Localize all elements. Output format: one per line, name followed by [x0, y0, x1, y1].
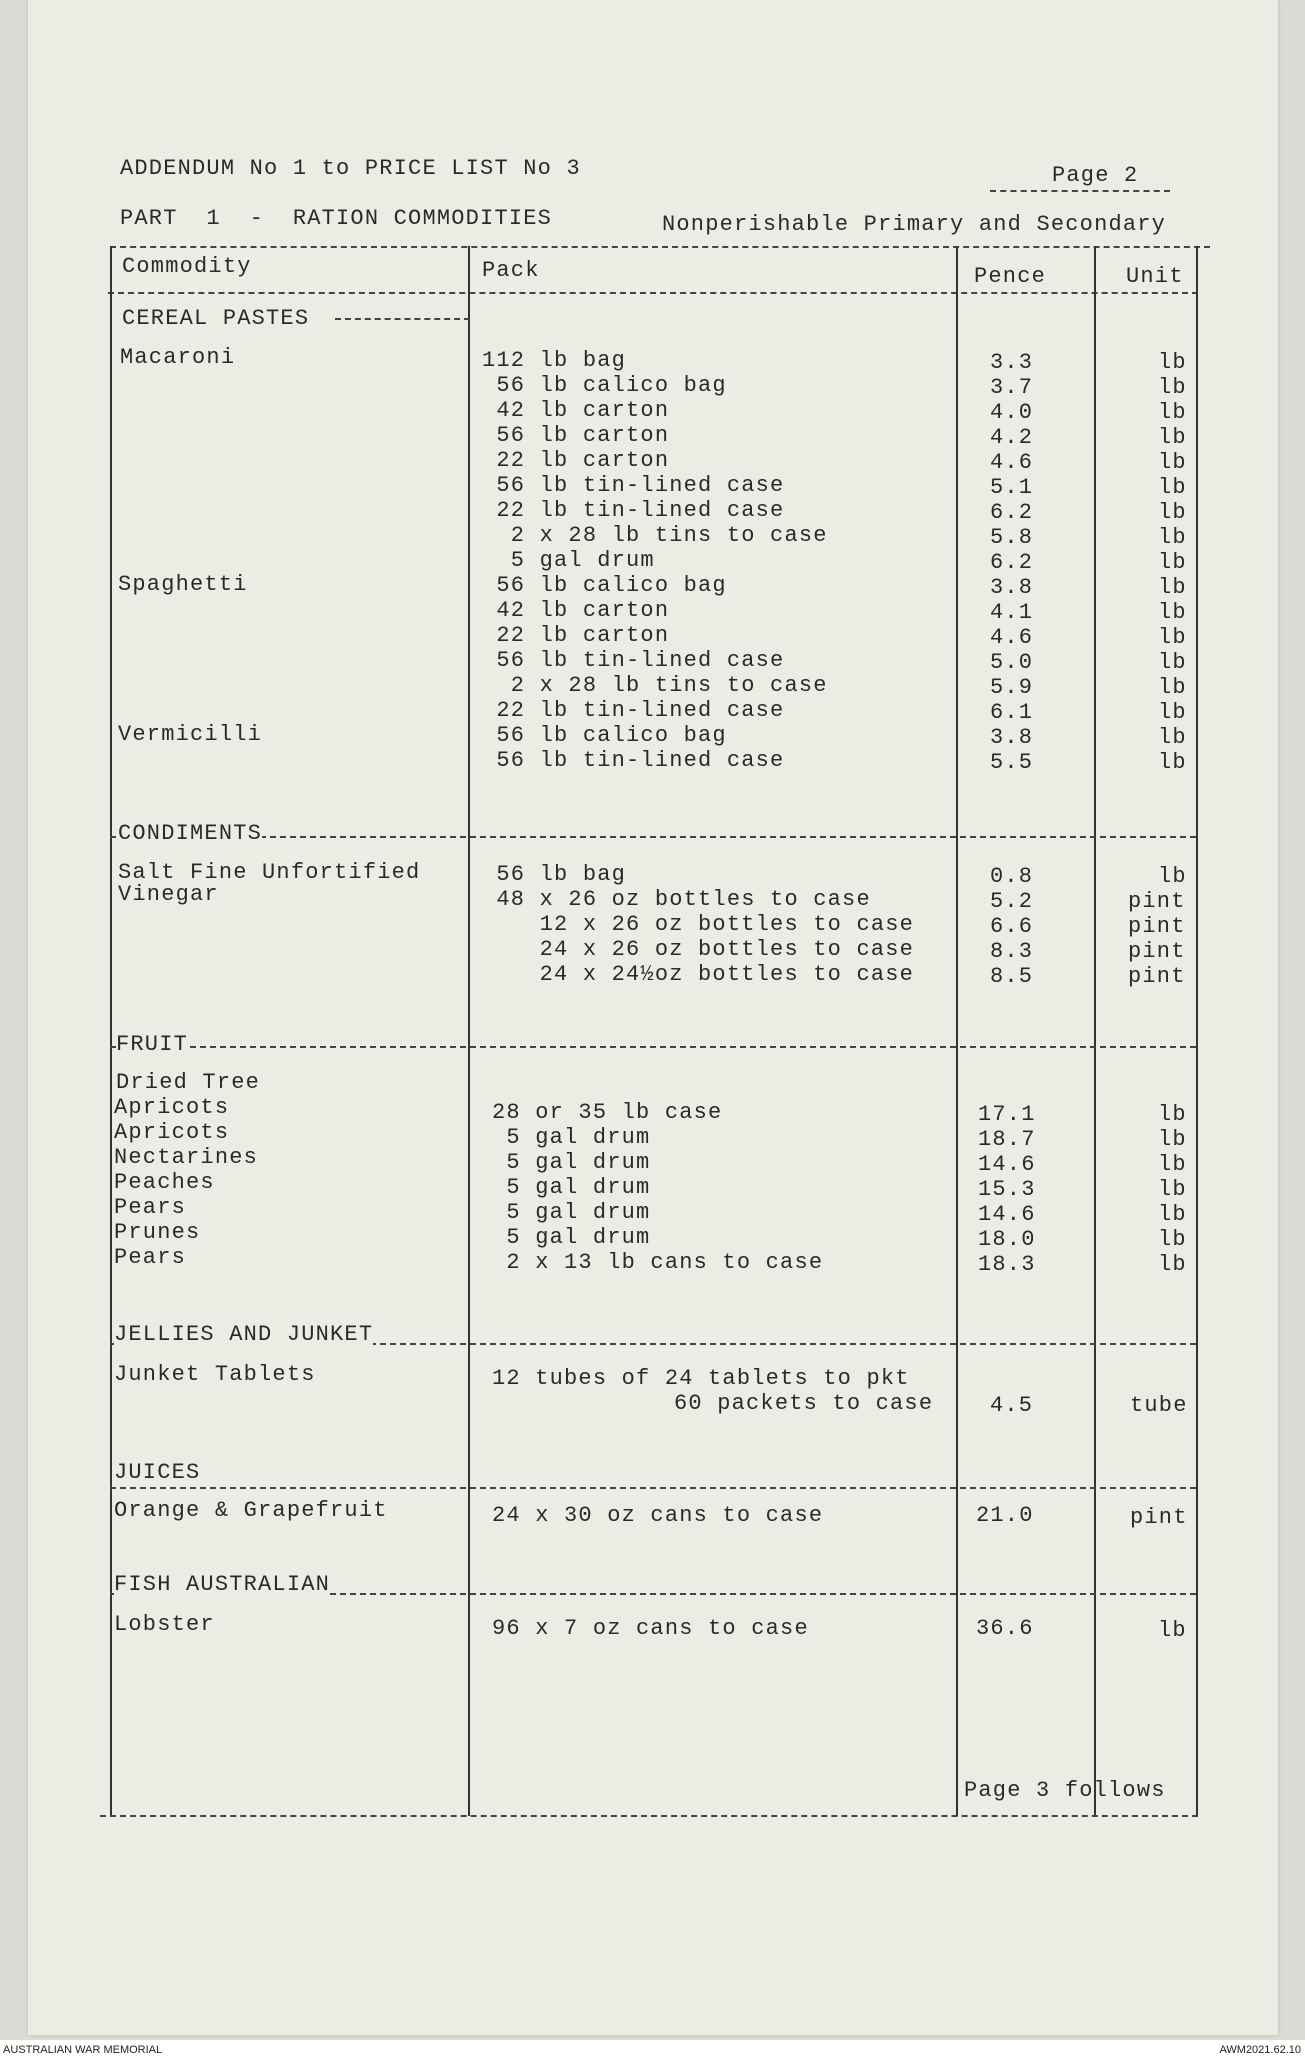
- pack-cell: 2 x 28 lb tins to case: [482, 673, 828, 698]
- table-left-border: [110, 246, 112, 1816]
- unit-cell: pint: [1130, 1505, 1188, 1530]
- unit-cell: lb: [1158, 725, 1187, 750]
- page-underline: [990, 190, 1170, 192]
- pack-cell: 96 x 7 oz cans to case: [492, 1616, 809, 1641]
- archive-reference: AWM2021.62.10: [1219, 2044, 1301, 2056]
- pence-cell: 17.1: [978, 1102, 1036, 1127]
- commodity-vermicilli: Vermicilli: [118, 722, 263, 747]
- pence-cell: 5.2: [990, 889, 1034, 914]
- unit-cell: lb: [1158, 650, 1187, 675]
- pence-cell: 4.6: [990, 625, 1034, 650]
- pence-cell: 8.3: [990, 939, 1034, 964]
- unit-cell: lb: [1158, 1102, 1187, 1127]
- pence-cell: 0.8: [990, 864, 1034, 889]
- unit-cell: lb: [1158, 600, 1187, 625]
- commodity-item: Pears: [114, 1195, 187, 1220]
- section-title-fish: FISH AUSTRALIAN: [114, 1572, 331, 1597]
- pence-cell: 6.2: [990, 500, 1034, 525]
- commodity-vinegar: Vinegar: [118, 882, 219, 907]
- pack-cell: 60 packets to case: [674, 1391, 934, 1416]
- commodity-item: Prunes: [114, 1220, 201, 1245]
- pack-cell: 56 lb calico bag: [482, 373, 727, 398]
- pence-cell: 8.5: [990, 964, 1034, 989]
- pack-cell: 2 x 28 lb tins to case: [482, 523, 828, 548]
- col-header-pack: Pack: [482, 258, 540, 283]
- pack-cell: 5 gal drum: [492, 1200, 651, 1225]
- pence-cell: 5.0: [990, 650, 1034, 675]
- pack-cell: 56 lb tin-lined case: [482, 748, 785, 773]
- pack-cell: 5 gal drum: [492, 1150, 651, 1175]
- pack-cell: 22 lb tin-lined case: [482, 698, 785, 723]
- pence-cell: 3.8: [990, 725, 1034, 750]
- unit-cell: lb: [1158, 525, 1187, 550]
- section-divider: [110, 1487, 1196, 1489]
- pack-cell: 42 lb carton: [482, 598, 670, 623]
- unit-cell: lb: [1158, 575, 1187, 600]
- pence-cell: 21.0: [976, 1503, 1034, 1528]
- table-right-border: [1196, 246, 1198, 1816]
- section-title-condiments: CONDIMENTS: [118, 821, 263, 846]
- header-bottom-border: [108, 292, 1198, 294]
- pence-cell: 4.2: [990, 425, 1034, 450]
- unit-cell: lb: [1158, 375, 1187, 400]
- unit-cell: pint: [1128, 964, 1186, 989]
- pence-cell: 18.7: [978, 1127, 1036, 1152]
- pack-cell: 24 x 24½oz bottles to case: [482, 962, 915, 987]
- pence-cell: 5.1: [990, 475, 1034, 500]
- unit-cell: lb: [1158, 1152, 1187, 1177]
- pack-cell: 56 lb bag: [482, 862, 627, 887]
- pence-cell: 5.5: [990, 750, 1034, 775]
- pence-cell: 4.5: [990, 1393, 1034, 1418]
- pence-cell: 6.6: [990, 914, 1034, 939]
- col-divider-unit: [1094, 246, 1096, 1816]
- pack-cell: 56 lb tin-lined case: [482, 648, 785, 673]
- pack-cell: 28 or 35 lb case: [492, 1100, 723, 1125]
- pack-cell: 22 lb carton: [482, 623, 670, 648]
- pack-cell: 5 gal drum: [482, 548, 655, 573]
- pack-cell: 5 gal drum: [492, 1175, 651, 1200]
- pence-cell: 6.2: [990, 550, 1034, 575]
- commodity-lobster: Lobster: [114, 1612, 215, 1637]
- pence-cell: 4.1: [990, 600, 1034, 625]
- section-rule: [335, 318, 470, 320]
- unit-cell: pint: [1128, 939, 1186, 964]
- pack-cell: 22 lb tin-lined case: [482, 498, 785, 523]
- unit-cell: lb: [1158, 625, 1187, 650]
- pack-cell: 12 tubes of 24 tablets to pkt: [492, 1366, 910, 1391]
- col-divider-pence: [956, 246, 958, 1816]
- page-follows-note: Page 3 follows: [964, 1778, 1166, 1803]
- pence-cell: 18.0: [978, 1227, 1036, 1252]
- unit-cell: lb: [1158, 1202, 1187, 1227]
- commodity-salt: Salt Fine Unfortified: [118, 860, 421, 885]
- unit-cell: lb: [1158, 425, 1187, 450]
- commodity-item: Dried Tree: [116, 1070, 261, 1095]
- pence-cell: 4.0: [990, 400, 1034, 425]
- commodity-juice: Orange & Grapefruit: [114, 1498, 388, 1523]
- pence-cell: 6.1: [990, 700, 1034, 725]
- col-header-commodity: Commodity: [122, 254, 252, 279]
- col-header-pence: Pence: [974, 264, 1047, 289]
- page-number: Page 2: [1052, 163, 1139, 188]
- archive-footer: [0, 2040, 1305, 2061]
- unit-cell: lb: [1158, 750, 1187, 775]
- commodity-item: Apricots: [114, 1120, 230, 1145]
- part-heading: PART 1 - RATION COMMODITIES: [120, 206, 553, 231]
- pence-cell: 3.8: [990, 575, 1034, 600]
- section-title-fruit: FRUIT: [116, 1032, 189, 1057]
- unit-cell: lb: [1158, 1127, 1187, 1152]
- section-divider: [110, 836, 1196, 838]
- commodity-item: Nectarines: [114, 1145, 259, 1170]
- pack-cell: 5 gal drum: [492, 1125, 651, 1150]
- section-divider: [110, 1046, 1196, 1048]
- unit-cell: lb: [1158, 1618, 1187, 1643]
- unit-cell: lb: [1158, 700, 1187, 725]
- unit-cell: pint: [1128, 914, 1186, 939]
- pack-cell: 22 lb carton: [482, 448, 670, 473]
- pack-cell: 2 x 13 lb cans to case: [492, 1250, 824, 1275]
- pack-cell: 56 lb calico bag: [482, 573, 727, 598]
- pence-cell: 3.3: [990, 350, 1034, 375]
- unit-cell: lb: [1158, 500, 1187, 525]
- unit-cell: lb: [1158, 1252, 1187, 1277]
- unit-cell: lb: [1158, 350, 1187, 375]
- pack-cell: 48 x 26 oz bottles to case: [482, 887, 871, 912]
- section-title-juices: JUICES: [114, 1460, 201, 1485]
- pack-cell: 24 x 30 oz cans to case: [492, 1503, 824, 1528]
- pack-cell: 24 x 26 oz bottles to case: [482, 937, 915, 962]
- section-title-cereal: CEREAL PASTES: [122, 306, 310, 331]
- unit-cell: lb: [1158, 450, 1187, 475]
- pence-cell: 4.6: [990, 450, 1034, 475]
- unit-cell: lb: [1158, 1227, 1187, 1252]
- archive-name: AUSTRALIAN WAR MEMORIAL: [3, 2044, 163, 2056]
- document-title: ADDENDUM No 1 to PRICE LIST No 3: [120, 156, 581, 181]
- pack-cell: 56 lb tin-lined case: [482, 473, 785, 498]
- section-title-jellies: JELLIES AND JUNKET: [114, 1322, 374, 1347]
- pack-cell: 56 lb calico bag: [482, 723, 727, 748]
- unit-cell: lb: [1158, 864, 1187, 889]
- commodity-junket: Junket Tablets: [114, 1362, 316, 1387]
- pence-cell: 5.8: [990, 525, 1034, 550]
- unit-cell: lb: [1158, 400, 1187, 425]
- commodity-item: Peaches: [114, 1170, 215, 1195]
- pence-cell: 14.6: [978, 1152, 1036, 1177]
- unit-cell: lb: [1158, 675, 1187, 700]
- pence-cell: 5.9: [990, 675, 1034, 700]
- pack-cell: 42 lb carton: [482, 398, 670, 423]
- table-bottom-border: [100, 1815, 1198, 1817]
- unit-cell: pint: [1128, 889, 1186, 914]
- unit-cell: lb: [1158, 1177, 1187, 1202]
- pack-cell: 12 x 26 oz bottles to case: [482, 912, 915, 937]
- unit-cell: tube: [1130, 1393, 1188, 1418]
- pence-cell: 14.6: [978, 1202, 1036, 1227]
- unit-cell: lb: [1158, 550, 1187, 575]
- unit-cell: lb: [1158, 475, 1187, 500]
- commodity-spaghetti: Spaghetti: [118, 572, 248, 597]
- pence-cell: 18.3: [978, 1252, 1036, 1277]
- commodity-macaroni: Macaroni: [120, 345, 236, 370]
- col-divider-pack: [468, 246, 470, 1816]
- pence-cell: 15.3: [978, 1177, 1036, 1202]
- pence-cell: 3.7: [990, 375, 1034, 400]
- pack-cell: 112 lb bag: [482, 348, 627, 373]
- table-top-border: [110, 246, 1210, 248]
- pence-cell: 36.6: [976, 1616, 1034, 1641]
- pack-cell: 56 lb carton: [482, 423, 670, 448]
- col-header-unit: Unit: [1126, 264, 1184, 289]
- commodity-item: Pears: [114, 1245, 187, 1270]
- commodity-item: Apricots: [114, 1095, 230, 1120]
- part-subtitle: Nonperishable Primary and Secondary: [662, 212, 1167, 237]
- pack-cell: 5 gal drum: [492, 1225, 651, 1250]
